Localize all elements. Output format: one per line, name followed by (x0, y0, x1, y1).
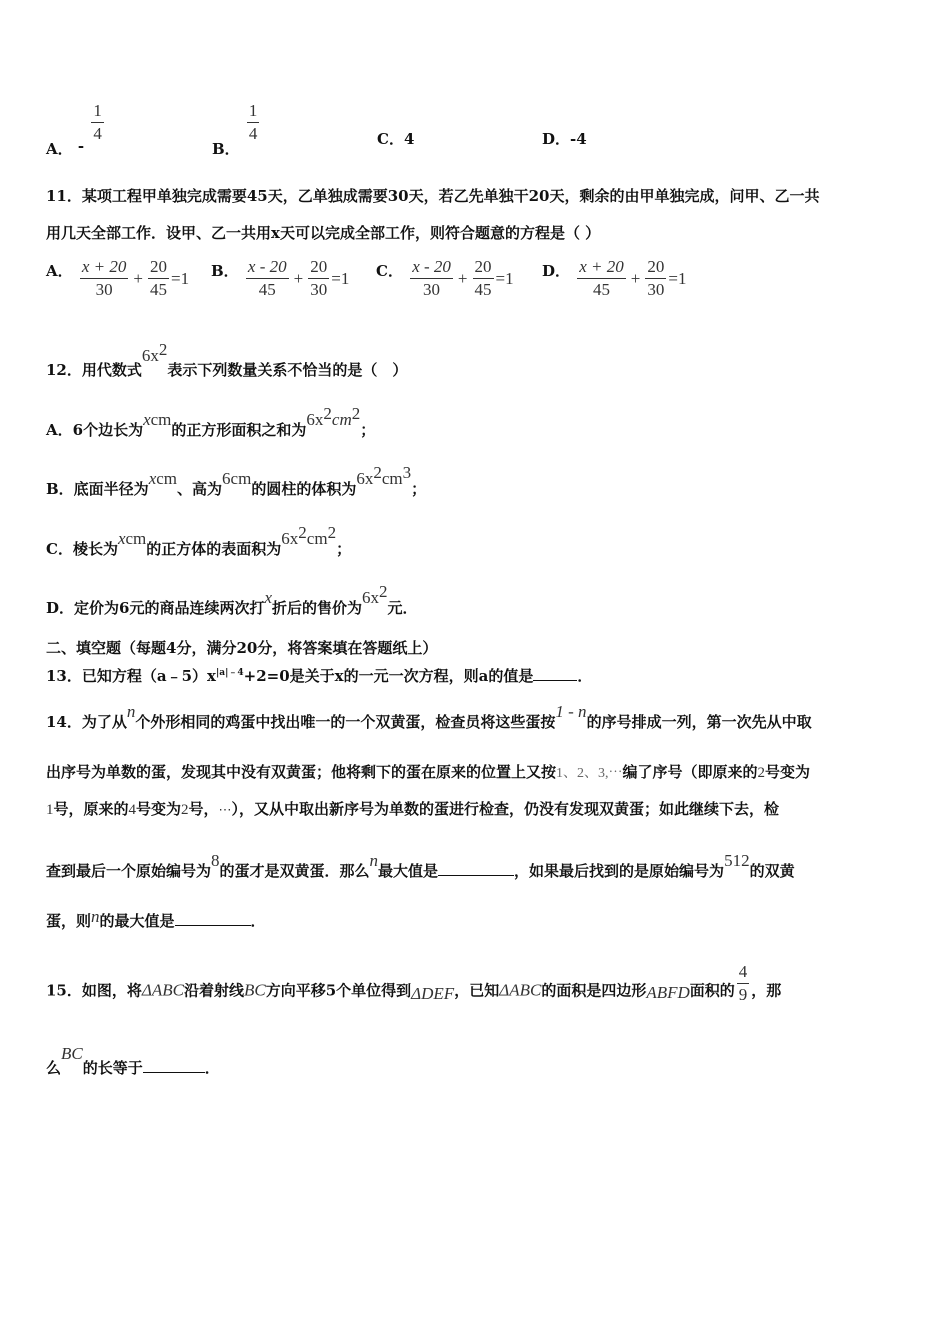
answer-blank[interactable] (143, 1058, 205, 1073)
frac-denominator: 30 (95, 280, 113, 299)
math-x: x (148, 469, 157, 488)
q15-text: 么 (46, 1059, 62, 1077)
q14-text: ，如果最后找到的是原始编号为 (514, 862, 725, 880)
q11-b-equation (244, 257, 349, 300)
frac-numerator: x - 20 (246, 257, 289, 279)
section-heading: 二、填空题（每题4分，满分20分，将答案填在答题纸上） (46, 639, 438, 657)
punct: ． (250, 912, 266, 930)
q12-stem-text-b: 表示下列数量关系不恰当的是（ ） (167, 361, 408, 379)
frac-numerator: 20 (645, 257, 666, 279)
answer-blank[interactable] (438, 861, 514, 876)
exponent: 3 (402, 463, 412, 482)
math-bc: BC (61, 1044, 83, 1063)
math-expression: 6x (356, 469, 374, 488)
frac-numerator: x + 20 (577, 257, 626, 279)
q15-text: 方向平移5个单位得到 (265, 981, 412, 1000)
math-abfd: ABFD (646, 982, 690, 1002)
q12-stem (46, 340, 408, 380)
q12-option-a (46, 404, 376, 440)
q14-line3 (46, 799, 779, 820)
q14-text: 的序号排成一列，第一次先从中取 (586, 713, 812, 731)
q14-text: 蛋，则 (46, 912, 92, 930)
q11-a-equation (78, 257, 189, 300)
frac-numerator: 1 (91, 101, 104, 123)
q14-line1 (46, 702, 812, 732)
q10-c-value: 4 (403, 130, 415, 148)
q10-a-sign: - (77, 136, 85, 155)
math-number: 4 (128, 802, 137, 818)
math-n: n (91, 907, 100, 926)
equation-rhs: =1 (171, 268, 190, 288)
q11-option-a (46, 256, 189, 300)
plus-sign: + (630, 268, 641, 288)
math-range: 1 - n (555, 702, 587, 721)
q10-option-d (542, 128, 587, 149)
q10-a-label: A． (46, 139, 73, 158)
frac-denominator: 30 (647, 280, 665, 299)
q14-text: ），又从中取出新序号为单数的蛋进行检查，仍没有发现双黄蛋；如此继续下去，检 (231, 800, 780, 818)
math-expression: 6x (281, 529, 299, 548)
plus-sign: + (457, 268, 468, 288)
q12-b-text3: 的圆柱的体积为 (251, 480, 357, 498)
punct: ； (360, 421, 376, 439)
math-x: x (143, 410, 151, 429)
frac-denominator: 4 (248, 124, 258, 143)
frac-denominator: 45 (258, 280, 276, 299)
frac-numerator: 20 (308, 257, 329, 279)
unit-cm: cm (306, 529, 328, 548)
math-expression: 6x (306, 410, 324, 429)
q10-c-label: C． (377, 130, 404, 148)
exponent: 2 (323, 404, 332, 423)
q14-line5 (46, 907, 266, 931)
q12-stem-text-a: 12．用代数式 (46, 361, 142, 379)
q11-b-label: B． (211, 262, 239, 280)
punct: ． (204, 1059, 220, 1077)
math-triangle-abc: ΔABC (499, 980, 542, 1000)
q14-text: 最大值是 (378, 862, 439, 880)
q10-b-label: B． (212, 139, 240, 158)
q14-text: 14．为了从 (46, 713, 127, 731)
frac-denominator: 45 (474, 280, 492, 299)
exponent: 2 (327, 523, 337, 542)
punct: ． (577, 667, 593, 685)
frac-numerator: 20 (473, 257, 494, 279)
q10-a-fraction (91, 101, 104, 144)
frac-denominator: 45 (593, 280, 611, 299)
q12-c-text2: 的正方体的表面积为 (146, 540, 282, 558)
q15-text: 的长等于 (82, 1059, 143, 1077)
q14-text: 号变为 (765, 763, 811, 781)
answer-blank[interactable] (533, 666, 577, 681)
math-number: 2 (181, 802, 189, 818)
q14-text: 查到最后一个原始编号为 (46, 862, 212, 880)
math-expression: 6x (362, 588, 380, 607)
equation-rhs: =1 (331, 268, 350, 288)
q12-option-c (46, 523, 352, 559)
q15-text: 的面积是四边形 (541, 981, 647, 1000)
equation-rhs: =1 (668, 268, 687, 288)
q12-a-text2: 的正方形面积之和为 (171, 421, 307, 439)
q11-c-equation (408, 257, 513, 300)
q15-text: 沿着射线 (183, 981, 244, 1000)
q10-d-value: -4 (570, 130, 587, 148)
equation-rhs: =1 (495, 268, 514, 288)
frac-denominator: 4 (93, 124, 102, 143)
exponent: 2 (379, 582, 388, 601)
q14-text: 的双黄 (749, 862, 795, 880)
unit-cm: cm (156, 469, 178, 488)
q12-c-text1: C．棱长为 (46, 540, 118, 558)
frac-denominator: 30 (310, 280, 328, 299)
q14-line4 (46, 851, 795, 881)
q11-option-c (376, 256, 514, 300)
q13-text2: +2=0是关于x的一元一次方程，则a的值是 (243, 667, 534, 685)
q11-stem-line2: 用几天全部工作．设甲、乙一共用x天可以完成全部工作，则符合题意的方程是（ ） (46, 224, 601, 242)
frac-numerator: x + 20 (80, 257, 129, 279)
math-bc: BC (243, 980, 266, 1000)
unit-cm: cm (125, 529, 147, 548)
q14-text: 的最大值是 (99, 912, 175, 930)
q14-text: 号变为 (136, 800, 182, 818)
exponent: 2 (351, 404, 361, 423)
math-n: n (126, 702, 136, 721)
exponent: 2 (373, 463, 382, 482)
q14-text: 号， (188, 800, 219, 818)
q11-option-d (542, 256, 686, 300)
q13-exponent: |a|﹣4 (215, 668, 244, 678)
q15-text: ，已知 (454, 981, 500, 1000)
q14-text: 编了序号（即原来的 (622, 763, 758, 781)
punct: 元． (387, 599, 418, 617)
punct: ； (336, 540, 352, 558)
math-6cm: 6cm (222, 469, 252, 488)
frac-denominator: 9 (738, 985, 748, 1004)
plus-sign: + (133, 268, 143, 288)
math-x: x (117, 529, 126, 548)
q15-text: 15．如图，将 (46, 981, 142, 1000)
punct: ； (411, 480, 427, 498)
frac-numerator: x - 20 (410, 257, 453, 279)
math-number: 2 (757, 765, 766, 781)
q12-d-text1: D．定价为6元的商品连续两次打 (46, 599, 265, 617)
plus-sign: + (293, 268, 304, 288)
math-dots: ⋯ (218, 802, 232, 817)
math-number: 512 (724, 851, 750, 870)
q14-text: 出序号为单数的蛋，发现其中没有双黄蛋；他将剩下的蛋在原来的位置上又按 (46, 763, 557, 781)
q10-option-b (212, 101, 261, 158)
math-sequence: 1、2、3,⋯ (556, 766, 623, 781)
q14-line2 (46, 762, 810, 784)
math-n: n (369, 851, 379, 870)
q10-d-label: D． (542, 130, 571, 148)
answer-blank[interactable] (175, 911, 251, 926)
q12-option-d (46, 582, 418, 618)
q11-a-label: A． (46, 262, 73, 280)
q12-option-b (46, 463, 427, 499)
q15-line2 (46, 1044, 220, 1078)
exponent: 2 (298, 523, 307, 542)
q15-text: 面积的 (689, 981, 735, 1000)
q12-b-text1: B．底面半径为 (46, 480, 149, 498)
frac-numerator: 4 (737, 962, 750, 984)
q11-d-label: D． (542, 262, 571, 280)
q13-text1: 13．已知方程（a﹣5）x (46, 667, 216, 685)
q12-b-text2: 、高为 (177, 480, 223, 498)
q10-option-c (377, 128, 414, 149)
q10-option-a (46, 101, 106, 158)
q14-text: 号，原来的 (53, 800, 129, 818)
q15-text: ，那 (751, 981, 782, 1000)
q15-fraction (737, 962, 750, 1005)
frac-numerator: 20 (148, 257, 169, 279)
q10-b-fraction (247, 101, 260, 144)
math-number: 1 (46, 802, 54, 818)
q15-line1 (46, 962, 782, 1013)
frac-denominator: 45 (150, 280, 167, 299)
frac-numerator: 1 (247, 101, 260, 123)
unit-cm: cm (331, 410, 352, 429)
q11-option-b (211, 256, 349, 300)
unit-cm: cm (381, 469, 403, 488)
unit-cm: cm (150, 410, 172, 429)
q12-expression: 6x (141, 346, 159, 365)
q12-a-text1: A．6个边长为 (46, 421, 144, 439)
q14-text: 个外形相同的鸡蛋中找出唯一的一个双黄蛋，检查员将这些蛋按 (135, 713, 556, 731)
math-triangle-def: ΔDEF (411, 983, 455, 1003)
math-number: 8 (211, 851, 220, 870)
q11-d-equation (575, 257, 686, 300)
q12-exponent: 2 (158, 340, 168, 359)
math-x: x (264, 588, 272, 607)
q11-stem-line1: 11．某项工程甲单独完成需要45天，乙单独成需要30天，若乙先单独干20天，剩余的由甲单独完成，问甲、乙一共 (46, 187, 820, 205)
q14-text: 的蛋才是双黄蛋．那么 (219, 862, 370, 880)
q11-c-label: C． (376, 262, 403, 280)
math-triangle-abc: ΔABC (141, 980, 184, 1000)
q12-d-text2: 折后的售价为 (272, 599, 363, 617)
frac-denominator: 30 (423, 280, 441, 299)
q13 (46, 663, 592, 686)
